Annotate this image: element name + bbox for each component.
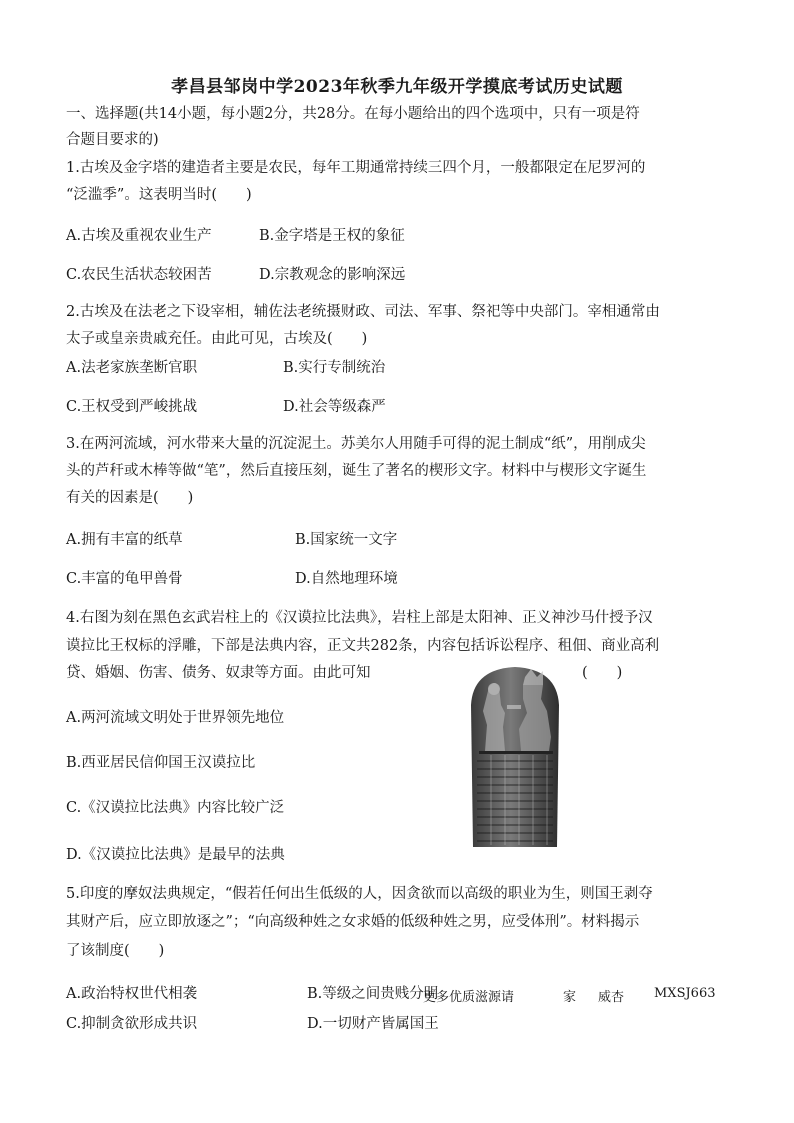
watermark-part-3: MXSJ663: [654, 986, 716, 1001]
q2-option-d[interactable]: D.社会等级森严: [283, 399, 386, 415]
q4-option-d[interactable]: D.《汉谟拉比法典》是最早的法典: [66, 847, 285, 863]
stela-image: [461, 665, 569, 847]
question-4-text-line3: 贷、婚姻、伤害、债务、奴隶等方面。由此可知: [66, 665, 371, 681]
q2-option-a[interactable]: A.法老家族垄断官职: [66, 360, 198, 376]
q3-option-c[interactable]: C.丰富的龟甲兽骨: [66, 571, 183, 587]
q3-option-b[interactable]: B.国家统一文字: [295, 532, 398, 548]
q5-option-c[interactable]: C.抑制贪欲形成共识: [66, 1016, 198, 1032]
section-instructions-cont: 合题目要求的): [66, 132, 159, 148]
question-1-text: 1.古埃及金字塔的建造者主要是农民，每年工期通常持续三四个月，一般都限定在尼罗河的: [66, 160, 646, 176]
question-4-text-line2: 谟拉比王权标的浮雕，下部是法典内容，正文共282条，内容包括诉讼程序、租佃、商业高利: [66, 638, 660, 654]
question-3-text: 3.在两河流域，河水带来大量的沉淀泥土。苏美尔人用随手可得的泥土制成“纸”，用削成尖: [66, 436, 646, 452]
section-instructions: 一、选择题(共14小题，每小题2分，共28分。在每小题给出的四个选项中，只有一项是符: [66, 106, 640, 122]
q4-option-c[interactable]: C.《汉谟拉比法典》内容比较广泛: [66, 800, 285, 816]
question-5-text-line2: 其财产后，应立即放逐之”；“向高级种姓之女求婚的低级种姓之男，应受体刑”。材料揭示: [66, 914, 640, 930]
watermark-text: 更多优质滋源请: [423, 990, 515, 1005]
question-4-answer-blank: ( ): [582, 665, 623, 681]
q3-option-d[interactable]: D.自然地理环境: [295, 571, 398, 587]
question-4-text: 4.右图为刻在黑色玄武岩柱上的《汉谟拉比法典》，岩柱上部是太阳神、正义神沙马什授予汉: [66, 610, 653, 626]
q3-option-a[interactable]: A.拥有丰富的纸草: [66, 532, 183, 548]
q5-option-b[interactable]: B.等级之间贵贱分明: [307, 986, 439, 1002]
question-5-text-line3: 了该制度( ): [66, 943, 165, 959]
q5-option-d[interactable]: D.一切财产皆属国王: [307, 1016, 439, 1032]
question-2-text-cont: 太子或皇亲贵戚充任。由此可见，古埃及( ): [66, 331, 368, 347]
question-1-text-cont: “泛滥季”。这表明当时( ): [66, 187, 252, 203]
q1-option-c[interactable]: C.农民生活状态较困苦: [66, 267, 212, 283]
q4-option-a[interactable]: A.两河流域文明处于世界领先地位: [66, 710, 285, 726]
q2-option-c[interactable]: C.王权受到严峻挑战: [66, 399, 198, 415]
q5-option-a[interactable]: A.政治特权世代相袭: [66, 986, 198, 1002]
watermark-part-1: 家: [563, 990, 577, 1005]
watermark-part-2: 威杏: [598, 990, 625, 1005]
question-5-text: 5.印度的摩奴法典规定，“假若任何出生低级的人，因贪欲而以高级的职业为生，则国王剥夺: [66, 886, 653, 902]
q1-option-a[interactable]: A.古埃及重视农业生产: [66, 228, 212, 244]
q2-option-b[interactable]: B.实行专制统治: [283, 360, 386, 376]
q4-option-b[interactable]: B.西亚居民信仰国王汉谟拉比: [66, 755, 256, 771]
question-3-text-line3: 有关的因素是( ): [66, 490, 194, 506]
page-title: 孝昌县邹岗中学2023年秋季九年级开学摸底考试历史试题: [171, 77, 623, 97]
q1-option-b[interactable]: B.金字塔是王权的象征: [259, 228, 405, 244]
question-3-text-line2: 头的芦秆或木棒等做“笔”，然后直接压刻，诞生了著名的楔形文字。材料中与楔形文字诞生: [66, 463, 647, 479]
q1-option-d[interactable]: D.宗教观念的影响深远: [259, 267, 406, 283]
question-2-text: 2.古埃及在法老之下设宰相，辅佐法老统摄财政、司法、军事、祭祀等中央部门。宰相通常由: [66, 304, 660, 320]
